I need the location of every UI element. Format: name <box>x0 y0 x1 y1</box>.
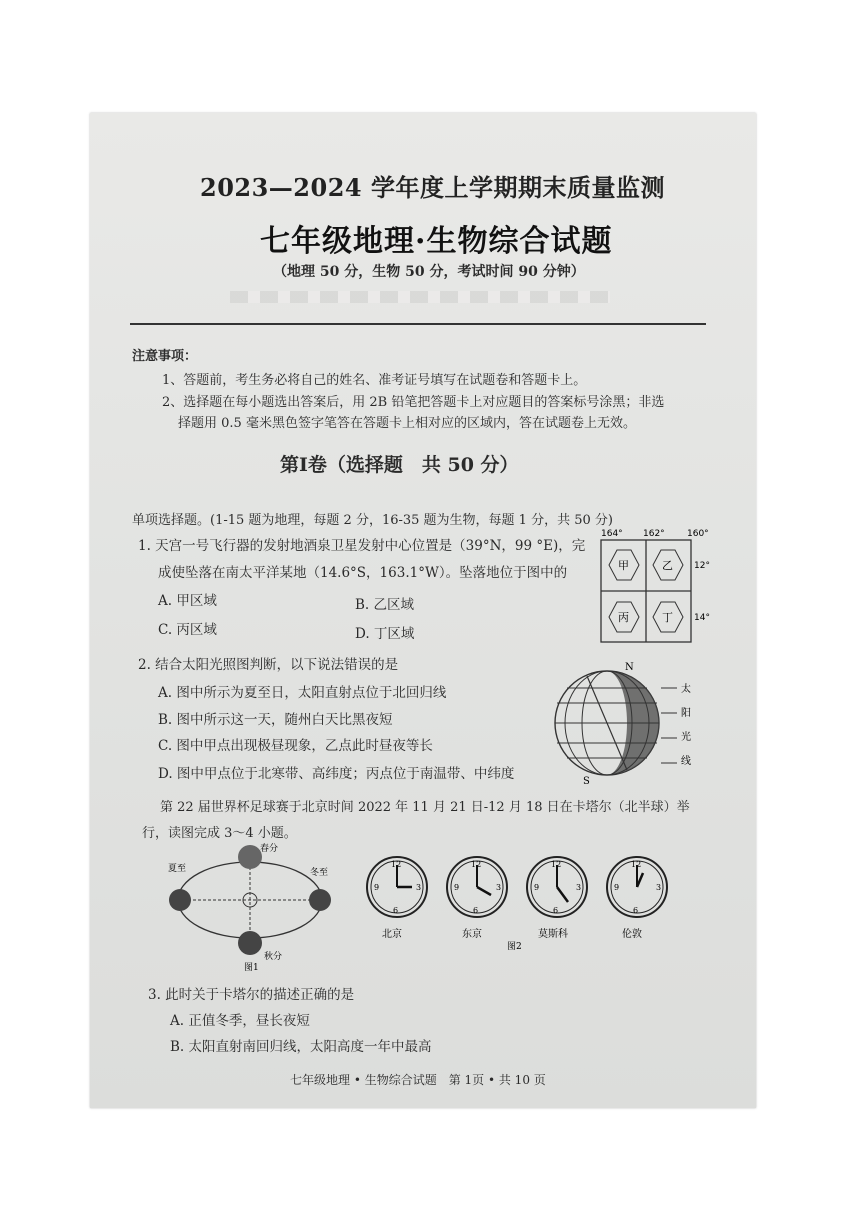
clock-moscow <box>527 857 587 940</box>
q2-stem: 2. 结合太阳光照图判断，以下说法错误的是 <box>138 657 399 673</box>
q1-option-c: C. 丙区域 <box>158 622 217 638</box>
clock-beijing <box>367 857 427 940</box>
grid-cell-ding: 丁 <box>662 611 673 624</box>
clock-moscow-6: 6 <box>553 906 559 915</box>
header-divider <box>130 323 706 325</box>
q2-option-a: A. 图中所示为夏至日，太阳直射点位于北回归线 <box>158 685 447 701</box>
grid-label-162: 162° <box>643 529 665 539</box>
clock-label-tokyo: 东京 <box>462 929 482 940</box>
q1-option-d: D. 丁区域 <box>355 626 415 642</box>
q1-option-b: B. 乙区域 <box>355 597 415 613</box>
clock-beijing-3: 3 <box>416 883 422 892</box>
clock-beijing-6: 6 <box>393 906 399 915</box>
sunlight-label-3: 光 <box>681 732 691 743</box>
clock-london-9: 9 <box>614 883 620 892</box>
redacted-info-strip <box>230 291 610 303</box>
grid-cell-yi: 乙 <box>662 559 673 572</box>
exam-title-line2: 七年级地理·生物综合试题 <box>260 224 613 259</box>
notice-item-2b: 择题用 0.5 毫米黑色签字笔答在答题卡上相对应的区域内，答在试题卷上无效。 <box>178 416 636 431</box>
intro-q3-4-line1: 第 22 届世界杯足球赛于北京时间 2022 年 11 月 21 日-12 月 18 日在卡塔尔（北半球）举 <box>160 800 690 815</box>
clock-london-6: 6 <box>633 906 639 915</box>
clock-tokyo-9: 9 <box>454 883 460 892</box>
notice-item-2a: 2、选择题在每小题选出答案后，用 2B 铅笔把答题卡上对应题目的答案标号涂黑；非选 <box>162 395 665 410</box>
fig2-clocks <box>362 849 682 954</box>
fig2-caption: 图2 <box>507 942 522 952</box>
clock-beijing-9: 9 <box>374 883 380 892</box>
exam-title-line1: 2023—2024 学年度上学期期末质量监测 <box>200 173 665 202</box>
instructions: 单项选择题。(1-15 题为地理，每题 2 分，16-35 题为生物，每题 1 分，共 50 分) <box>132 513 613 528</box>
notice-heading: 注意事项： <box>132 349 198 364</box>
section-title: 第Ⅰ卷（选择题 共 50 分） <box>280 454 519 476</box>
clock-label-beijing: 北京 <box>382 929 402 940</box>
globe-south-label: S <box>583 776 590 787</box>
intro-q3-4-line2: 行，读图完成 3～4 小题。 <box>142 826 297 841</box>
q2-sunlight-globe-figure <box>545 658 695 788</box>
clock-london <box>607 857 667 940</box>
clock-london-12: 12 <box>631 860 642 869</box>
q1-line2: 成使坠落在南太平洋某地（14.6°S，163.1°W）。坠落地位于图中的 <box>158 565 568 581</box>
q1-grid-figure <box>595 528 715 646</box>
sunlight-label-4: 线 <box>681 756 691 767</box>
q1-line1: 1. 天宫一号飞行器的发射地酒泉卫星发射中心位置是（39°N，99 °E)，完 <box>138 538 586 554</box>
clock-beijing-12: 12 <box>391 860 402 869</box>
fig1-label-summer: 夏至 <box>168 864 187 874</box>
clock-moscow-12: 12 <box>551 860 562 869</box>
q2-option-b: B. 图中所示这一天，随州白天比黑夜短 <box>158 712 393 728</box>
clock-tokyo <box>447 857 507 940</box>
globe-north-label: N <box>625 662 634 673</box>
fig1-caption: 图1 <box>244 963 259 973</box>
clock-moscow-3: 3 <box>576 883 582 892</box>
clock-moscow-9: 9 <box>534 883 540 892</box>
grid-cell-bing: 丙 <box>618 611 629 624</box>
page-footer: 七年级地理 • 生物综合试题 第 1页 • 共 10 页 <box>290 1073 546 1087</box>
clock-tokyo-6: 6 <box>473 906 479 915</box>
grid-label-164: 164° <box>601 529 623 539</box>
q1-option-a: A. 甲区域 <box>158 593 217 609</box>
clock-label-london: 伦敦 <box>622 929 642 940</box>
fig1-label-spring: 春分 <box>260 844 279 854</box>
clock-london-3: 3 <box>656 883 662 892</box>
q2-option-c: C. 图中甲点出现极昼现象，乙点此时昼夜等长 <box>158 738 433 754</box>
exam-page <box>90 113 756 1108</box>
grid-label-12: 12° <box>694 561 710 571</box>
clock-tokyo-12: 12 <box>471 860 482 869</box>
sunlight-label-1: 太 <box>681 684 691 695</box>
q2-option-d: D. 图中甲点位于北寒带、高纬度；丙点位于南温带、中纬度 <box>158 766 515 782</box>
fig1-label-autumn: 秋分 <box>264 952 283 962</box>
q3-option-b: B. 太阳直射南回归线，太阳高度一年中最高 <box>170 1039 432 1055</box>
sunlight-label-2: 阳 <box>681 708 691 719</box>
clock-tokyo-3: 3 <box>496 883 502 892</box>
clock-label-moscow: 莫斯科 <box>538 929 568 940</box>
notice-item-1: 1、答题前，考生务必将自己的姓名、准考证号填写在试题卷和答题卡上。 <box>162 373 587 388</box>
exam-title-subtitle: （地理 50 分，生物 50 分，考试时间 90 分钟） <box>273 264 585 280</box>
fig1-earth-orbit <box>160 843 340 973</box>
q3-stem: 3. 此时关于卡塔尔的描述正确的是 <box>148 987 355 1003</box>
fig1-label-winter: 冬至 <box>310 868 329 878</box>
q3-option-a: A. 正值冬季，昼长夜短 <box>170 1013 310 1029</box>
grid-cell-jia: 甲 <box>618 559 629 572</box>
grid-label-14: 14° <box>694 613 710 623</box>
grid-label-160: 160° <box>687 529 709 539</box>
